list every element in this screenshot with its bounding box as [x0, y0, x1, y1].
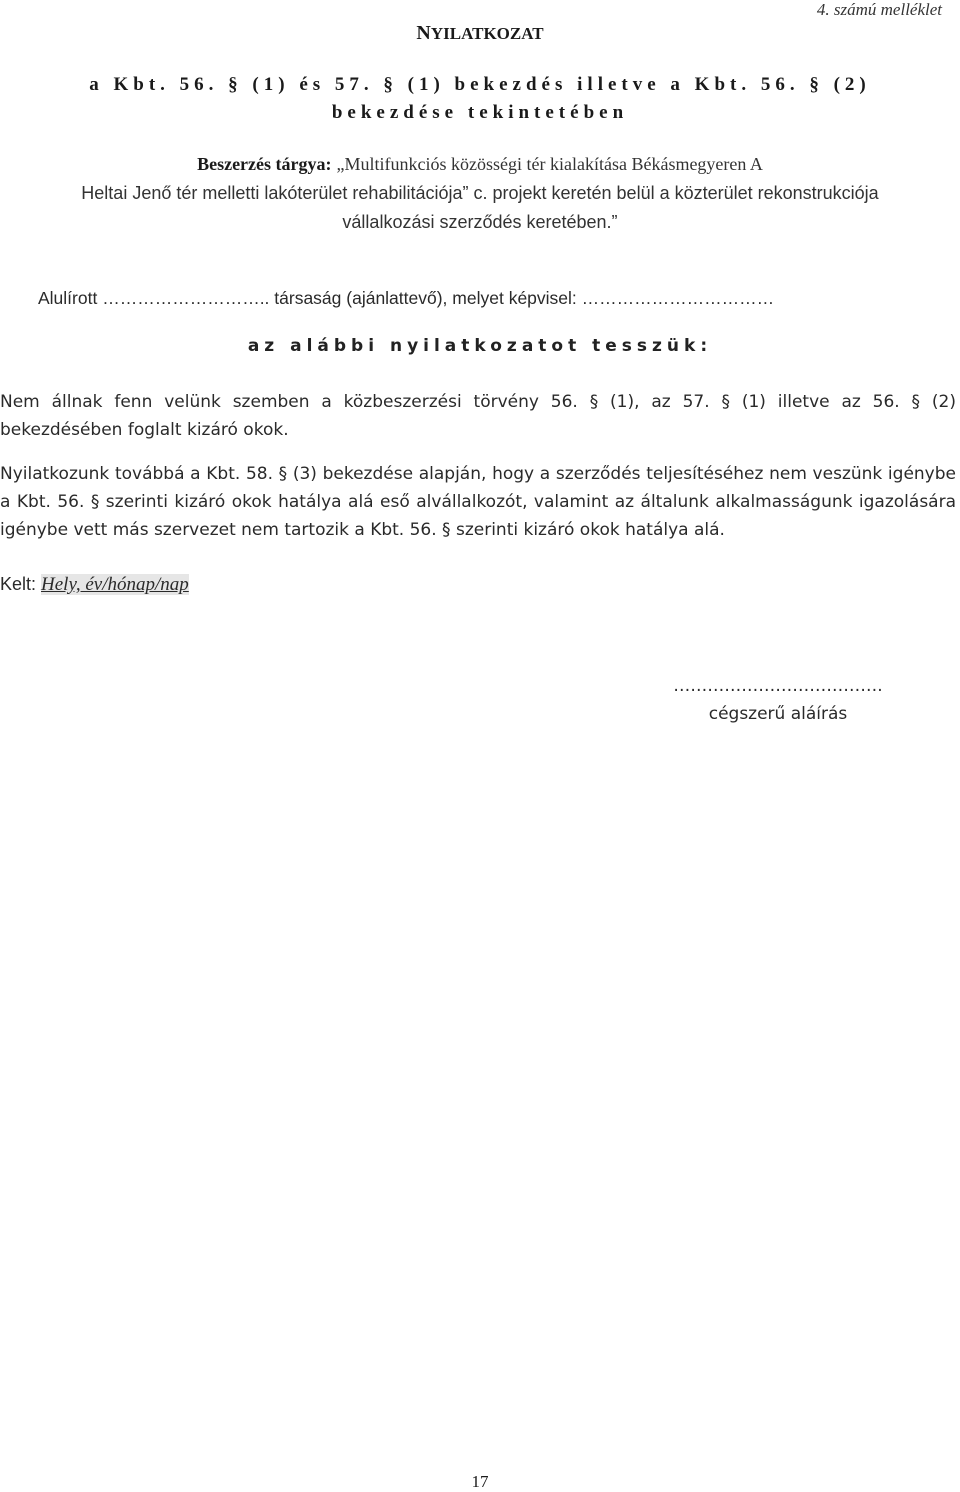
legal-reference-line-2: bekezdése tekintetében: [331, 102, 629, 123]
legal-reference-line-1: a Kbt. 56. § (1) és 57. § (1) bekezdés illetve a Kbt. 56. § (2): [89, 74, 871, 95]
title-initial: N: [416, 22, 431, 44]
subject-line-3: vállalkozási szerződés keretében.”: [342, 212, 618, 232]
declaration-heading: az alábbi nyilatkozatot tesszük:: [247, 336, 713, 356]
kelt-label: Kelt:: [0, 574, 42, 594]
document-title: [0, 22, 960, 45]
signer-line: Alulírott ……………………….. társaság (ajánlattevő), melyet képvisel: ……………………………: [38, 288, 775, 308]
subject-line-1: [0, 150, 960, 179]
subject-line-2: Heltai Jenő tér melletti lakóterület rehabilitációja” c. projekt keretén belül a közterület rekonstrukciója: [81, 183, 879, 203]
procurement-subject: [0, 150, 960, 237]
signature-label: cégszerű aláírás: [708, 704, 848, 724]
paragraph-exclusion-grounds: Nem állnak fenn velünk szemben a közbeszerzési törvény 56. § (1), az 57. § (1) illetve az 56. § (2) bekezdésében foglalt kizáró okok.: [0, 392, 956, 440]
title-rest: YILATKOZAT: [430, 24, 544, 43]
subject-text-1: „Multifunkciós közösségi tér kialakítása Békásmegyeren A: [336, 154, 763, 174]
signature-dots: ……………………………….: [673, 676, 883, 696]
kelt-line: [0, 570, 956, 599]
annex-label: 4. számú melléklet: [816, 0, 942, 19]
kelt-date-placeholder: Hely, év/hónap/nap: [41, 574, 189, 595]
subject-label: Beszerzés tárgya:: [197, 154, 332, 174]
page-number: 17: [471, 1472, 489, 1491]
paragraph-subcontractors: Nyilatkozunk továbbá a Kbt. 58. § (3) bekezdése alapján, hogy a szerződés teljesítéséhez nem veszünk igénybe a Kbt. 56. § szerinti kizáró okok hatálya alá eső alvállalkozót, valamint az általunk alkalmasságunk igazolására igénybe vett más szervezet nem tartozik a Kbt. 56. § szerinti kizáró okok hatálya alá.: [0, 464, 956, 540]
